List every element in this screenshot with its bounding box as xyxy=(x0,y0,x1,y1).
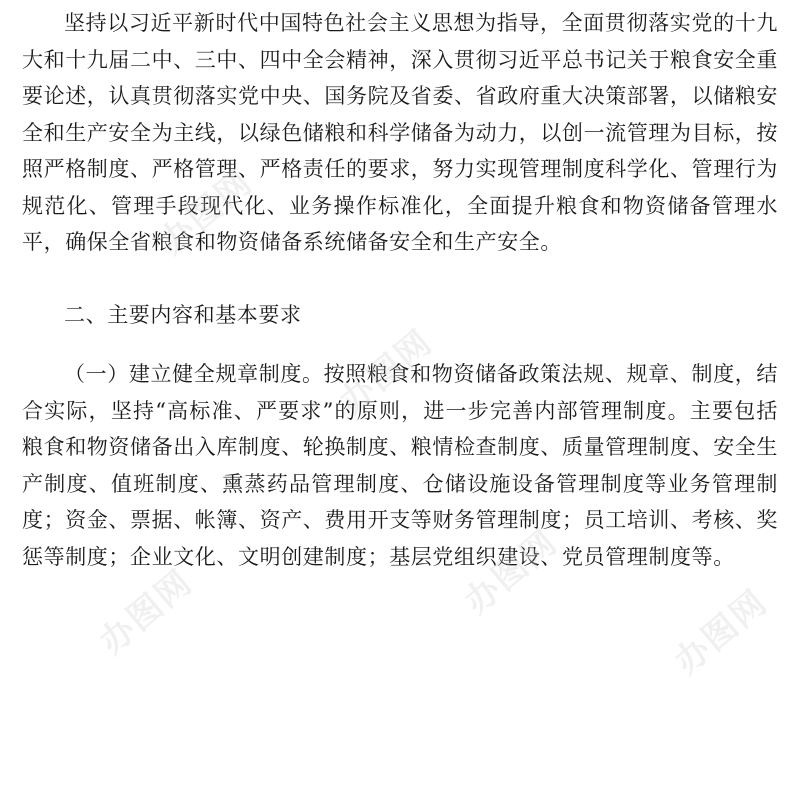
paragraph-guiding-principle: 坚持以习近平新时代中国特色社会主义思想为指导，全面贯彻落实党的十九大和十九届二中、三中、四中全会精神，深入贯彻习近平总书记关于粮食安全重要论述，认真贯彻落实党中央、国务院及省委、省政府重大决策部署，以储粮安全和生产安全为主线，以绿色储粮和科学储备为动力，以创一流管理为目标，按照严格制度、严格管理、严格责任的要求，努力实现管理制度科学化、管理行为规范化、管理手段现代化、业务操作标准化，全面提升粮食和物资储备管理水平，确保全省粮食和物资储备系统储备安全和生产安全。 xyxy=(22,11,778,254)
watermark-logo: 办图网 xyxy=(332,322,441,423)
watermark-logo: 办图网 xyxy=(92,562,201,663)
paragraph-rules-and-regulations: （一）建立健全规章制度。按照粮食和物资储备政策法规、规章、制度，结合实际，坚持“高标准、严要求”的原则，进一步完善内部管理制度。主要包括粮食和物资储备出入库制度、轮换制度、粮情检查制度、质量管理制度、安全生产制度、值班制度、熏蒸药品管理制度、仓储设施设备管理制度等业务管理制度；资金、票据、帐簿、资产、费用开支等财务管理制度；员工培训、考核、奖惩等制度；企业文化、文明创建制度；基层党组织建设、党员管理制度等。 xyxy=(22,362,778,569)
watermark-logo: 办图网 xyxy=(152,162,261,263)
watermark-logo: 办图网 xyxy=(667,582,776,683)
section-heading: 二、主要内容和基本要求 xyxy=(64,303,302,327)
watermark-logo: 办图网 xyxy=(457,522,566,623)
